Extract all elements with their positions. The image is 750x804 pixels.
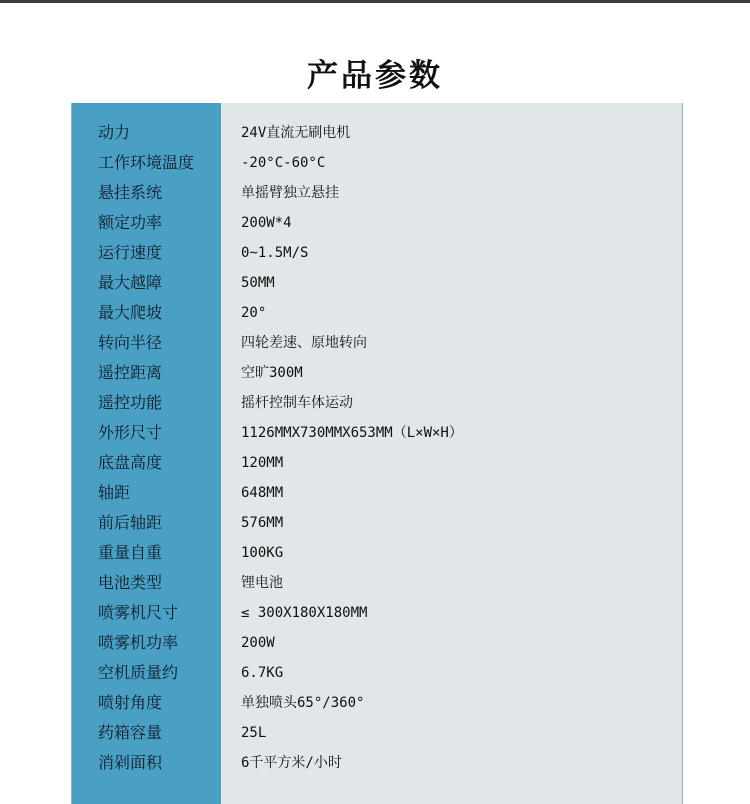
- spec-row: [72, 358, 682, 388]
- spec-value: 四轮差速、原地转向: [241, 335, 367, 351]
- spec-label: 药箱容量: [98, 723, 163, 742]
- spec-label: 遥控功能: [98, 393, 163, 412]
- spec-label: 轴距: [98, 483, 131, 502]
- spec-value: 锂电池: [241, 575, 283, 591]
- spec-label: 空机质量约: [98, 663, 179, 682]
- spec-rows: [72, 118, 682, 778]
- spec-row: [72, 208, 682, 238]
- spec-label: 底盘高度: [98, 453, 163, 472]
- spec-row: [72, 748, 682, 778]
- spec-value: 20°: [241, 305, 267, 321]
- spec-row: [72, 718, 682, 748]
- spec-label: 喷射角度: [98, 693, 163, 712]
- spec-row: [72, 298, 682, 328]
- spec-row: [72, 388, 682, 418]
- spec-label: 电池类型: [98, 573, 163, 592]
- page-title: 产品参数: [307, 57, 443, 94]
- spec-value: 摇杆控制车体运动: [241, 395, 353, 411]
- spec-label: 最大越障: [98, 273, 163, 292]
- spec-value: 6千平方米/小时: [241, 755, 342, 771]
- spec-label: 消剁面积: [98, 753, 163, 772]
- spec-row: [72, 688, 682, 718]
- spec-label: 转向半径: [98, 333, 163, 352]
- spec-value: -20°C-60°C: [241, 155, 326, 171]
- spec-value: 200W: [241, 635, 275, 651]
- spec-row: [72, 538, 682, 568]
- spec-value: 50MM: [241, 275, 275, 291]
- spec-row: [72, 328, 682, 358]
- spec-label: 喷雾机功率: [98, 633, 179, 652]
- spec-row: [72, 448, 682, 478]
- spec-value: 25L: [241, 725, 267, 741]
- spec-label: 运行速度: [98, 243, 163, 262]
- spec-row: [72, 238, 682, 268]
- spec-value: ≤ 300X180X180MM: [241, 605, 368, 621]
- spec-label: 悬挂系统: [98, 183, 163, 202]
- spec-row: [72, 628, 682, 658]
- spec-label: 遥控距离: [98, 363, 163, 382]
- spec-row: [72, 118, 682, 148]
- top-divider: [0, 0, 750, 3]
- spec-label: 重量自重: [98, 543, 163, 562]
- spec-label: 最大爬坡: [98, 303, 163, 322]
- spec-value: 6.7KG: [241, 665, 284, 681]
- spec-row: [72, 268, 682, 298]
- spec-row: [72, 178, 682, 208]
- spec-label: 动力: [98, 123, 131, 142]
- spec-row: [72, 478, 682, 508]
- spec-row: [72, 568, 682, 598]
- spec-label: 工作环境温度: [98, 153, 195, 172]
- spec-value: 24V直流无刷电机: [241, 125, 351, 141]
- spec-value: 120MM: [241, 455, 284, 471]
- spec-value: 单独喷头65°/360°: [241, 695, 365, 711]
- spec-value: 1126MMX730MMX653MM（L×W×H）: [241, 425, 463, 441]
- spec-value: 100KG: [241, 545, 284, 561]
- spec-row: [72, 418, 682, 448]
- spec-label: 喷雾机尺寸: [98, 603, 179, 622]
- spec-value: 648MM: [241, 485, 284, 501]
- spec-value: 空旷300M: [241, 365, 303, 381]
- spec-value: 200W*4: [241, 215, 292, 231]
- spec-row: [72, 148, 682, 178]
- spec-value: 576MM: [241, 515, 284, 531]
- spec-label: 外形尺寸: [98, 423, 163, 442]
- spec-label: 前后轴距: [98, 513, 163, 532]
- spec-value: 单摇臂独立悬挂: [241, 185, 339, 201]
- spec-row: [72, 658, 682, 688]
- spec-table: [71, 103, 683, 804]
- spec-label: 额定功率: [98, 213, 163, 232]
- spec-row: [72, 508, 682, 538]
- spec-row: [72, 598, 682, 628]
- spec-value: 0~1.5M/S: [241, 245, 309, 261]
